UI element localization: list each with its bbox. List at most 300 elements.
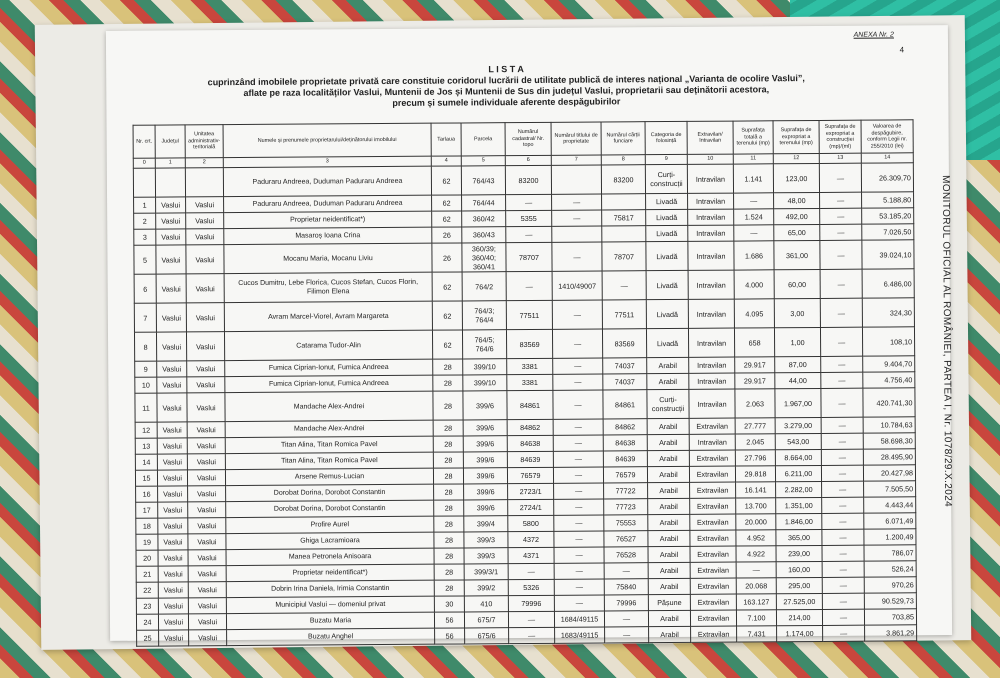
cell-val: 10.784,63 xyxy=(863,417,915,433)
cell-cad: 77511 xyxy=(506,300,552,329)
cell-name: Municipiul Vaslui — domeniul privat xyxy=(226,596,434,613)
column-number: 6 xyxy=(505,155,551,165)
cell-parcela: 399/3 xyxy=(464,532,508,548)
document-title: L I S T A xyxy=(488,64,524,75)
cell-val: 9.404,70 xyxy=(863,356,915,372)
cell-judet: Vaslui xyxy=(157,377,187,393)
cell-extra: Extravilan xyxy=(691,626,737,642)
cell-cad: 78707 xyxy=(506,242,552,271)
cell-name: Arsene Remus-Lucian xyxy=(225,468,433,485)
cell-parcela: 410 xyxy=(464,596,508,612)
cell-nr: 19 xyxy=(136,534,158,550)
column-header: Suprafața de expropriat a construcției (mp)/(ml) xyxy=(819,120,861,153)
cell-parcela: 399/6 xyxy=(464,484,508,500)
cell-uat: Vaslui xyxy=(187,470,225,486)
cell-sup_exp: 1.174,00 xyxy=(777,625,823,641)
cell-sup_con: — xyxy=(822,561,864,577)
cell-titlu: — xyxy=(553,435,603,451)
cell-sup_exp: 365,00 xyxy=(776,529,822,545)
cell-titlu: — xyxy=(553,419,603,435)
cell-uat: Vaslui xyxy=(186,332,224,361)
cell-parcela: 360/39; 360/40; 360/41 xyxy=(462,243,506,272)
column-number: 1 xyxy=(155,158,185,168)
cell-sup_tot: 163.127 xyxy=(736,594,776,610)
cell-val: 20.427,98 xyxy=(863,465,915,481)
cell-nr: 14 xyxy=(135,454,157,470)
cell-uat: Vaslui xyxy=(186,303,224,332)
cell-sup_tot: 4.952 xyxy=(736,530,776,546)
cell-uat: Vaslui xyxy=(186,229,224,245)
cell-cf: 75840 xyxy=(604,579,648,595)
cell-val: 703,85 xyxy=(864,609,916,625)
cell-sup_exp: 44,00 xyxy=(775,372,821,388)
header-row xyxy=(133,120,913,158)
cell-sup_tot: 4.922 xyxy=(736,546,776,562)
cell-cad: 83200 xyxy=(505,165,551,194)
column-number: 11 xyxy=(733,154,773,164)
cell-judet: Vaslui xyxy=(156,245,186,274)
cell-extra: Extravilan xyxy=(690,514,736,530)
cell-uat: Vaslui xyxy=(187,422,225,438)
cell-extra: Intravilan xyxy=(688,270,734,299)
cell-categ: Arabil xyxy=(647,357,689,373)
cell-val: 28.495,90 xyxy=(863,449,915,465)
cell-extra: Intravilan xyxy=(688,299,734,328)
cell-cf: 76528 xyxy=(604,547,648,563)
cell-extra: Intravilan xyxy=(688,328,734,357)
annex-label: ANEXA Nr. 2 xyxy=(853,31,894,39)
cell-sup_con: — xyxy=(822,513,864,529)
cell-cf: 78707 xyxy=(602,242,646,271)
column-number: 10 xyxy=(687,154,733,164)
cell-nr: 25 xyxy=(137,630,159,646)
cell-sup_tot: 1.141 xyxy=(733,164,773,193)
cell-sup_tot: 29.818 xyxy=(735,466,775,482)
cell-uat: Vaslui xyxy=(186,274,224,303)
cell-uat: Vaslui xyxy=(188,582,226,598)
cell-tarla: 28 xyxy=(433,391,463,420)
cell-categ: Arabil xyxy=(648,610,690,626)
cell-tarla: 26 xyxy=(432,227,462,243)
cell-sup_exp: 295,00 xyxy=(776,577,822,593)
cell-sup_tot: 20.000 xyxy=(736,514,776,530)
cell-cf: 75817 xyxy=(602,210,646,226)
cell-name: Mocanu Maria, Mocanu Liviu xyxy=(224,243,432,273)
cell-nr: 17 xyxy=(136,502,158,518)
cell-sup_exp: 60,00 xyxy=(774,269,820,298)
cell-sup_exp: 1.846,00 xyxy=(776,513,822,529)
cell-tarla: 62 xyxy=(432,211,462,227)
cell-cf xyxy=(602,194,646,210)
cell-titlu xyxy=(551,165,601,194)
cell-tarla: 62 xyxy=(432,301,462,330)
column-number: 5 xyxy=(461,156,505,166)
cell-uat: Vaslui xyxy=(188,534,226,550)
cell-nr: 3 xyxy=(134,229,156,245)
cell-extra: Extravilan xyxy=(690,498,736,514)
cell-cf xyxy=(602,226,646,242)
cell-val: 7.026,50 xyxy=(862,224,914,240)
cell-name: Mandache Alex-Andrei xyxy=(225,420,433,437)
cell-val: 4.756,40 xyxy=(863,372,915,388)
cell-tarla: 28 xyxy=(433,468,463,484)
column-number: 14 xyxy=(861,153,913,163)
cell-val: 39.024,10 xyxy=(862,240,914,269)
cell-categ: Arabil xyxy=(647,434,689,450)
cell-categ: Livadă xyxy=(646,270,688,299)
cell-nr: 21 xyxy=(136,566,158,582)
cell-sup_exp: 543,00 xyxy=(775,433,821,449)
column-header: Suprafața totală a terenului (mp) xyxy=(733,121,773,154)
cell-name: Proprietar neidentificat*) xyxy=(224,211,432,228)
cell-titlu: — xyxy=(554,499,604,515)
cell-uat: Vaslui xyxy=(187,361,225,377)
cell-name: Manea Petronela Anisoara xyxy=(226,548,434,565)
cell-cf: 84639 xyxy=(603,451,647,467)
cell-cad: — xyxy=(508,611,554,627)
column-header: Unitatea administrativ-teritorială xyxy=(185,125,223,158)
cell-tarla: 28 xyxy=(434,532,464,548)
cell-uat: Vaslui xyxy=(186,197,224,213)
column-number: 12 xyxy=(773,153,819,163)
cell-extra: Intravilan xyxy=(689,357,735,373)
cell-name: Paduraru Andreea, Duduman Paduraru Andreea xyxy=(223,166,431,196)
cell-judet: Vaslui xyxy=(158,486,188,502)
cell-judet: Vaslui xyxy=(158,518,188,534)
cell-tarla: 26 xyxy=(432,243,462,272)
cell-titlu: — xyxy=(553,390,603,419)
cell-cad: 84861 xyxy=(507,390,553,419)
cell-cf: — xyxy=(604,611,648,627)
cell-cf: 76527 xyxy=(604,531,648,547)
cell-nr: 10 xyxy=(135,377,157,393)
cell-judet: Vaslui xyxy=(156,213,186,229)
subtitle-line: cuprinzând imobilele proprietate privată care constituie coridorul lucrării de utilitate publică de interes național „Varianta de ocolire Vaslui”, xyxy=(207,73,805,88)
cell-parcela: 764/2 xyxy=(462,272,506,301)
cell-sup_con: — xyxy=(820,298,862,327)
cell-val: 324,30 xyxy=(862,298,914,327)
cell-titlu: 1683/49115 xyxy=(555,627,605,643)
cell-cad: — xyxy=(509,627,555,643)
cell-val: 6.071,49 xyxy=(864,513,916,529)
cell-sup_exp: 123,00 xyxy=(773,163,819,192)
column-header: Tarlaua xyxy=(431,123,461,156)
cell-titlu: — xyxy=(554,531,604,547)
cell-titlu: — xyxy=(554,579,604,595)
cell-categ: Livadă xyxy=(646,328,688,357)
cell-sup_tot: — xyxy=(736,562,776,578)
cell-val: 4.443,44 xyxy=(864,497,916,513)
cell-sup_tot: 4.000 xyxy=(734,270,774,299)
cell-sup_con: — xyxy=(820,208,862,224)
cell-judet: Vaslui xyxy=(158,566,188,582)
cell-name: Proprietar neidentificat*) xyxy=(226,564,434,581)
cell-val: 970,26 xyxy=(864,577,916,593)
cell-name: Buzatu Anghel xyxy=(227,628,435,645)
cell-sup_con: — xyxy=(823,625,865,641)
cell-tarla: 28 xyxy=(434,580,464,596)
cell-uat: Vaslui xyxy=(186,245,224,274)
cell-categ: Arabil xyxy=(649,626,691,642)
cell-judet: Vaslui xyxy=(156,303,186,332)
cell-sup_tot: — xyxy=(734,193,774,209)
cell-cf: 74037 xyxy=(603,374,647,390)
cell-nr: 1 xyxy=(134,197,156,213)
cell-nr: 23 xyxy=(136,598,158,614)
cell-tarla: 62 xyxy=(431,166,461,195)
cell-sup_exp: 239,00 xyxy=(776,545,822,561)
cell-uat: Vaslui xyxy=(188,518,226,534)
cell-categ: Livadă xyxy=(646,241,688,270)
cell-sup_exp: 3,00 xyxy=(774,298,820,327)
cell-tarla: 28 xyxy=(434,564,464,580)
cell-cf: 79996 xyxy=(604,595,648,611)
cell-judet: Vaslui xyxy=(158,582,188,598)
cell-extra: Extravilan xyxy=(690,610,736,626)
cell-name: Fumica Ciprian-Ionut, Fumica Andreea xyxy=(225,359,433,376)
cell-cad: 5800 xyxy=(508,515,554,531)
cell-parcela: 399/6 xyxy=(463,391,507,420)
cell-categ: Livadă xyxy=(646,225,688,241)
cell-categ: Arabil xyxy=(648,562,690,578)
cell-tarla: 28 xyxy=(433,375,463,391)
cell-nr: 15 xyxy=(135,470,157,486)
cell-parcela: 399/6 xyxy=(463,436,507,452)
cell-name: Ghiga Lacramioara xyxy=(226,532,434,549)
column-number: 0 xyxy=(133,158,155,168)
cell-sup_con: — xyxy=(821,372,863,388)
cell-sup_exp: 8.664,00 xyxy=(775,449,821,465)
cell-sup_tot: 16.141 xyxy=(736,482,776,498)
cell-tarla: 28 xyxy=(433,420,463,436)
cell-categ: Arabil xyxy=(648,514,690,530)
subtitle-line: precum și sumele individuale aferente despăgubirilor xyxy=(392,96,621,108)
cell-val: 58.698,30 xyxy=(863,433,915,449)
cell-val: 90.529,73 xyxy=(864,593,916,609)
cell-judet: Vaslui xyxy=(159,630,189,646)
cell-sup_con: — xyxy=(822,529,864,545)
column-number: 3 xyxy=(223,156,431,167)
cell-tarla: 28 xyxy=(434,500,464,516)
cell-cf: 76579 xyxy=(603,467,647,483)
cell-name: Titan Alina, Titan Romica Pavel xyxy=(225,436,433,453)
cell-extra: Intravilan xyxy=(689,434,735,450)
cell-cad: 4372 xyxy=(508,531,554,547)
subtitle-line: aflate pe raza localităților Vaslui, Muntenii de Jos și Muntenii de Sus din județul Vaslui, proprietarii sau deținătorii acestora, xyxy=(243,84,770,98)
cell-cad: — xyxy=(506,194,552,210)
cell-sup_tot: 658 xyxy=(734,328,774,357)
cell-titlu: 1410/49007 xyxy=(552,271,602,300)
cell-sup_exp: 492,00 xyxy=(774,208,820,224)
cell-nr: 5 xyxy=(134,245,156,274)
cell-parcela: 675/7 xyxy=(464,612,508,628)
cell-parcela: 399/6 xyxy=(463,468,507,484)
cell-sup_con: — xyxy=(821,465,863,481)
cell-titlu: — xyxy=(554,483,604,499)
column-header: Valoarea de despăgubire, conform Legii nr. 255/2010 (lei) xyxy=(861,120,913,153)
cell-sup_con: — xyxy=(821,356,863,372)
cell-tarla: 28 xyxy=(433,359,463,375)
cell-cf: 74037 xyxy=(603,358,647,374)
cell-judet: Vaslui xyxy=(157,438,187,454)
cell-sup_exp: 1,00 xyxy=(774,327,820,356)
cell-sup_tot: — xyxy=(734,225,774,241)
column-header: Categoria de folosință xyxy=(645,121,687,154)
cell-val: 1.200,49 xyxy=(864,529,916,545)
cell-nr: 7 xyxy=(134,303,156,332)
cell-uat: Vaslui xyxy=(188,566,226,582)
cell-sup_exp: 160,00 xyxy=(776,561,822,577)
side-publication-title: MONITORUL OFICIAL AL ROMÂNIEI, PARTEA I, Nr. 1078/29.X.2024 xyxy=(939,175,954,508)
cell-parcela: 399/10 xyxy=(463,375,507,391)
cell-sup_con: — xyxy=(821,417,863,433)
cell-extra: Intravilan xyxy=(688,193,734,209)
cell-nr: 11 xyxy=(135,393,157,422)
cell-judet: Vaslui xyxy=(156,197,186,213)
table-header xyxy=(133,120,913,168)
cell-name: Dorobat Dorina, Dorobot Constantin xyxy=(226,484,434,501)
cell-sup_con: — xyxy=(819,163,861,192)
cell-tarla: 28 xyxy=(433,452,463,468)
cell-sup_con: — xyxy=(822,497,864,513)
cell-val: 26.309,70 xyxy=(861,163,913,192)
cell-name: Dorobat Dorina, Dorobot Constantin xyxy=(226,500,434,517)
cell-nr: 16 xyxy=(136,486,158,502)
cell-sup_con: — xyxy=(822,545,864,561)
cell-judet: Vaslui xyxy=(157,470,187,486)
cell-sup_exp: 87,00 xyxy=(775,356,821,372)
cell-extra: Extravilan xyxy=(690,594,736,610)
cell-sup_tot: 20.068 xyxy=(736,578,776,594)
cell-cf: — xyxy=(605,627,649,643)
cell-cad: 79996 xyxy=(508,595,554,611)
cell-sup_con: — xyxy=(822,609,864,625)
cell-sup_tot: 1.524 xyxy=(734,209,774,225)
cell-uat: Vaslui xyxy=(189,630,227,646)
cell-val: 53.185,20 xyxy=(862,208,914,224)
cell-nr: 9 xyxy=(135,361,157,377)
cell-titlu: — xyxy=(553,451,603,467)
cell-parcela: 399/3/1 xyxy=(464,564,508,580)
cell-sup_exp: 65,00 xyxy=(774,224,820,240)
column-header: Județul xyxy=(155,125,185,158)
cell-extra: Extravilan xyxy=(690,562,736,578)
document-title-block xyxy=(106,61,906,111)
cell-uat: Vaslui xyxy=(188,486,226,502)
cell-val: 7.505,50 xyxy=(864,481,916,497)
cell-sup_tot: 27.796 xyxy=(735,450,775,466)
cell-parcela: 764/3; 764/4 xyxy=(462,301,506,330)
cell-extra: Intravilan xyxy=(687,164,733,193)
cell-sup_con: — xyxy=(820,224,862,240)
column-number: 2 xyxy=(185,158,223,168)
column-number: 4 xyxy=(431,156,461,166)
cell-uat: Vaslui xyxy=(186,213,224,229)
cell-judet xyxy=(155,168,185,197)
cell-cad: 4371 xyxy=(508,547,554,563)
cell-val: 3.861,29 xyxy=(865,625,917,641)
cell-categ: Curți-construcții xyxy=(645,164,687,193)
cell-titlu: — xyxy=(553,358,603,374)
cell-name: Avram Marcel-Viorel, Avram Margareta xyxy=(224,301,432,331)
cell-val: 786,07 xyxy=(864,545,916,561)
cell-categ: Pășune xyxy=(648,594,690,610)
cell-titlu: — xyxy=(552,210,602,226)
cell-extra: Intravilan xyxy=(689,389,735,418)
cell-cf: 77722 xyxy=(604,483,648,499)
cell-uat: Vaslui xyxy=(187,454,225,470)
column-number: 8 xyxy=(601,155,645,165)
cell-name: Masaroș Ioana Crina xyxy=(224,227,432,244)
cell-tarla: 30 xyxy=(434,596,464,612)
cell-parcela: 764/5; 764/6 xyxy=(462,330,506,359)
cell-titlu: 1684/49115 xyxy=(554,611,604,627)
cell-cf: 83569 xyxy=(602,329,646,358)
cell-cad: 83569 xyxy=(506,329,552,358)
cell-cad: — xyxy=(506,226,552,242)
cell-name: Dobrin Irina Daniela, Irimia Constantin xyxy=(226,580,434,597)
cell-extra: Intravilan xyxy=(689,373,735,389)
cell-tarla: 28 xyxy=(434,516,464,532)
column-header: Numărul cadastral/ Nr. topo xyxy=(505,122,551,155)
cell-judet: Vaslui xyxy=(157,393,187,422)
cell-titlu xyxy=(552,226,602,242)
cell-titlu: — xyxy=(552,300,602,329)
cell-uat: Vaslui xyxy=(188,550,226,566)
cell-cad: 84639 xyxy=(507,451,553,467)
cell-uat: Vaslui xyxy=(187,438,225,454)
cell-tarla: 28 xyxy=(434,484,464,500)
cell-sup_exp: 1.967,00 xyxy=(775,388,821,417)
cell-sup_tot: 7.431 xyxy=(737,626,777,642)
cell-judet: Vaslui xyxy=(158,614,188,630)
cell-extra: Extravilan xyxy=(690,546,736,562)
cell-cad: 2724/1 xyxy=(508,499,554,515)
cell-categ: Livadă xyxy=(646,299,688,328)
cell-nr: 18 xyxy=(136,518,158,534)
cell-titlu: — xyxy=(554,563,604,579)
cell-sup_tot: 7.100 xyxy=(736,610,776,626)
cell-tarla: 56 xyxy=(434,612,464,628)
page-mark: 4 xyxy=(899,45,905,55)
cell-titlu: — xyxy=(552,194,602,210)
cell-cad: — xyxy=(506,271,552,300)
cell-val: 108,10 xyxy=(862,327,914,356)
cell-cad: 3381 xyxy=(507,358,553,374)
cell-uat xyxy=(185,168,223,197)
cell-extra: Extravilan xyxy=(690,482,736,498)
cell-cf: 75553 xyxy=(604,515,648,531)
cell-tarla: 62 xyxy=(432,330,462,359)
cell-sup_tot: 29.917 xyxy=(735,357,775,373)
cell-tarla: 62 xyxy=(432,195,462,211)
cell-categ: Arabil xyxy=(647,466,689,482)
cell-uat: Vaslui xyxy=(188,614,226,630)
cell-val: 5.188,80 xyxy=(862,192,914,208)
cell-judet: Vaslui xyxy=(156,274,186,303)
expropriation-table xyxy=(133,119,918,646)
cell-sup_con: — xyxy=(822,577,864,593)
cell-categ: Arabil xyxy=(648,546,690,562)
cell-cf: — xyxy=(604,563,648,579)
cell-nr: 12 xyxy=(135,422,157,438)
cell-uat: Vaslui xyxy=(187,393,225,422)
cell-judet: Vaslui xyxy=(158,598,188,614)
cell-cf: 84862 xyxy=(603,419,647,435)
cell-titlu: — xyxy=(554,515,604,531)
cell-sup_con: — xyxy=(820,240,862,269)
cell-cf: 77511 xyxy=(602,300,646,329)
